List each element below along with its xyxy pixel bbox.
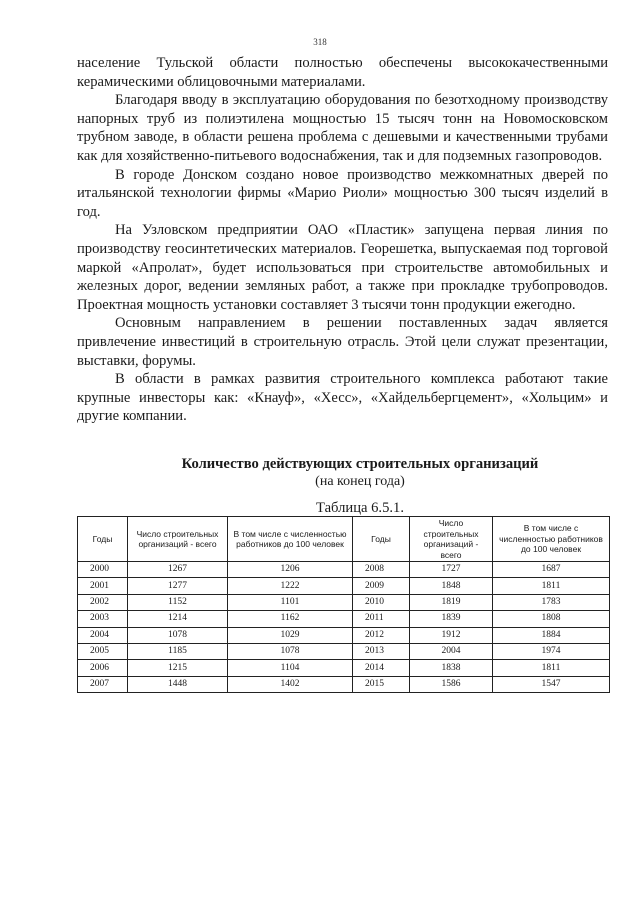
year-cell: 2010: [353, 594, 410, 610]
value-cell: 1687: [493, 562, 610, 578]
value-cell: 1811: [493, 660, 610, 676]
paragraph: население Тульской области полностью обеспечены высококачественными керамическими облицовочными материалами.: [77, 55, 608, 90]
value-cell: 1448: [128, 676, 228, 692]
header-total-orgs: Число строительных организаций - всего: [410, 517, 493, 562]
value-cell: 1547: [493, 676, 610, 692]
year-cell: 2011: [353, 611, 410, 627]
year-cell: 2015: [353, 676, 410, 692]
value-cell: 1727: [410, 562, 493, 578]
year-cell: 2002: [78, 594, 128, 610]
year-cell: 2013: [353, 643, 410, 659]
organizations-table: [77, 516, 610, 693]
year-cell: 2001: [78, 578, 128, 594]
year-cell: 2006: [78, 660, 128, 676]
table-row: [78, 643, 610, 659]
value-cell: 1912: [410, 627, 493, 643]
paragraph: Основным направлением в решении поставленных задач является привлечение инвестиций в строительную отрасль. Этой цели служат презентации, выставки, форумы.: [77, 315, 608, 369]
paragraph: В городе Донском создано новое производство межкомнатных дверей по итальянской технологии фирмы «Марио Риоли» мощностью 300 тысяч изделий в год.: [77, 166, 608, 220]
header-years: Годы: [353, 517, 410, 562]
paragraph: На Узловском предприятии ОАО «Пластик» запущена первая линия по производству геосинтетических материалов. Георешетка, выпускаемая под торговой маркой «Апролат», будет использоваться при строительстве автомобильных и железных дорог, ведении земляных работ, а также при прокладке трубопроводов. Проектная мощность установки составляет 3 тысячи тонн продукции ежегодно.: [77, 222, 608, 313]
year-cell: 2014: [353, 660, 410, 676]
table-row: [78, 676, 610, 692]
value-cell: 1185: [128, 643, 228, 659]
table-row: [78, 611, 610, 627]
value-cell: 1101: [228, 594, 353, 610]
value-cell: 1215: [128, 660, 228, 676]
value-cell: 1029: [228, 627, 353, 643]
table-row: [78, 660, 610, 676]
value-cell: 1078: [228, 643, 353, 659]
page-number: 318: [313, 37, 327, 47]
body-text: [77, 54, 608, 426]
value-cell: 1214: [128, 611, 228, 627]
paragraph: В области в рамках развития строительного комплекса работают такие крупные инвесторы как: «Кнауф», «Хесс», «Хайдельбергцемент», «Хольцим» и другие компании.: [77, 371, 608, 425]
header-total-orgs: Число строительных организаций - всего: [128, 517, 228, 562]
paragraph: Благодаря вводу в эксплуатацию оборудования по безотходному производству напорных труб из полиэтилена мощностью 15 тысяч тонн на Новомосковском трубном заводе, в области решена проблема с дешевыми и качественными трубами как для хозяйственно-питьевого водоснабжения, так и для подземных газопроводов.: [77, 92, 608, 164]
year-cell: 2000: [78, 562, 128, 578]
value-cell: 1152: [128, 594, 228, 610]
value-cell: 1586: [410, 676, 493, 692]
table-row: [78, 594, 610, 610]
year-cell: 2008: [353, 562, 410, 578]
value-cell: 1838: [410, 660, 493, 676]
value-cell: 1819: [410, 594, 493, 610]
year-cell: 2009: [353, 578, 410, 594]
value-cell: 1839: [410, 611, 493, 627]
year-cell: 2012: [353, 627, 410, 643]
value-cell: 1402: [228, 676, 353, 692]
value-cell: 1884: [493, 627, 610, 643]
header-years: Годы: [78, 517, 128, 562]
table-row: [78, 627, 610, 643]
year-cell: 2005: [78, 643, 128, 659]
table-body: [78, 562, 610, 693]
header-small-orgs: В том числе с численностью работников до 100 человек: [493, 517, 610, 562]
value-cell: 1974: [493, 643, 610, 659]
table-header-row: [78, 517, 610, 562]
value-cell: 1848: [410, 578, 493, 594]
table-row: [78, 578, 610, 594]
value-cell: 1206: [228, 562, 353, 578]
year-cell: 2007: [78, 676, 128, 692]
header-small-orgs: В том числе с численностью работников до 100 человек: [228, 517, 353, 562]
table-subtitle: (на конец года): [315, 474, 405, 489]
table-heading: [0, 455, 640, 517]
value-cell: 1267: [128, 562, 228, 578]
value-cell: 1277: [128, 578, 228, 594]
year-cell: 2004: [78, 627, 128, 643]
value-cell: 1811: [493, 578, 610, 594]
value-cell: 1162: [228, 611, 353, 627]
table-title: Количество действующих строительных организаций: [181, 456, 539, 472]
value-cell: 1222: [228, 578, 353, 594]
table-row: [78, 562, 610, 578]
value-cell: 1078: [128, 627, 228, 643]
value-cell: 2004: [410, 643, 493, 659]
value-cell: 1104: [228, 660, 353, 676]
year-cell: 2003: [78, 611, 128, 627]
value-cell: 1808: [493, 611, 610, 627]
table-number: Таблица 6.5.1.: [316, 500, 404, 516]
value-cell: 1783: [493, 594, 610, 610]
